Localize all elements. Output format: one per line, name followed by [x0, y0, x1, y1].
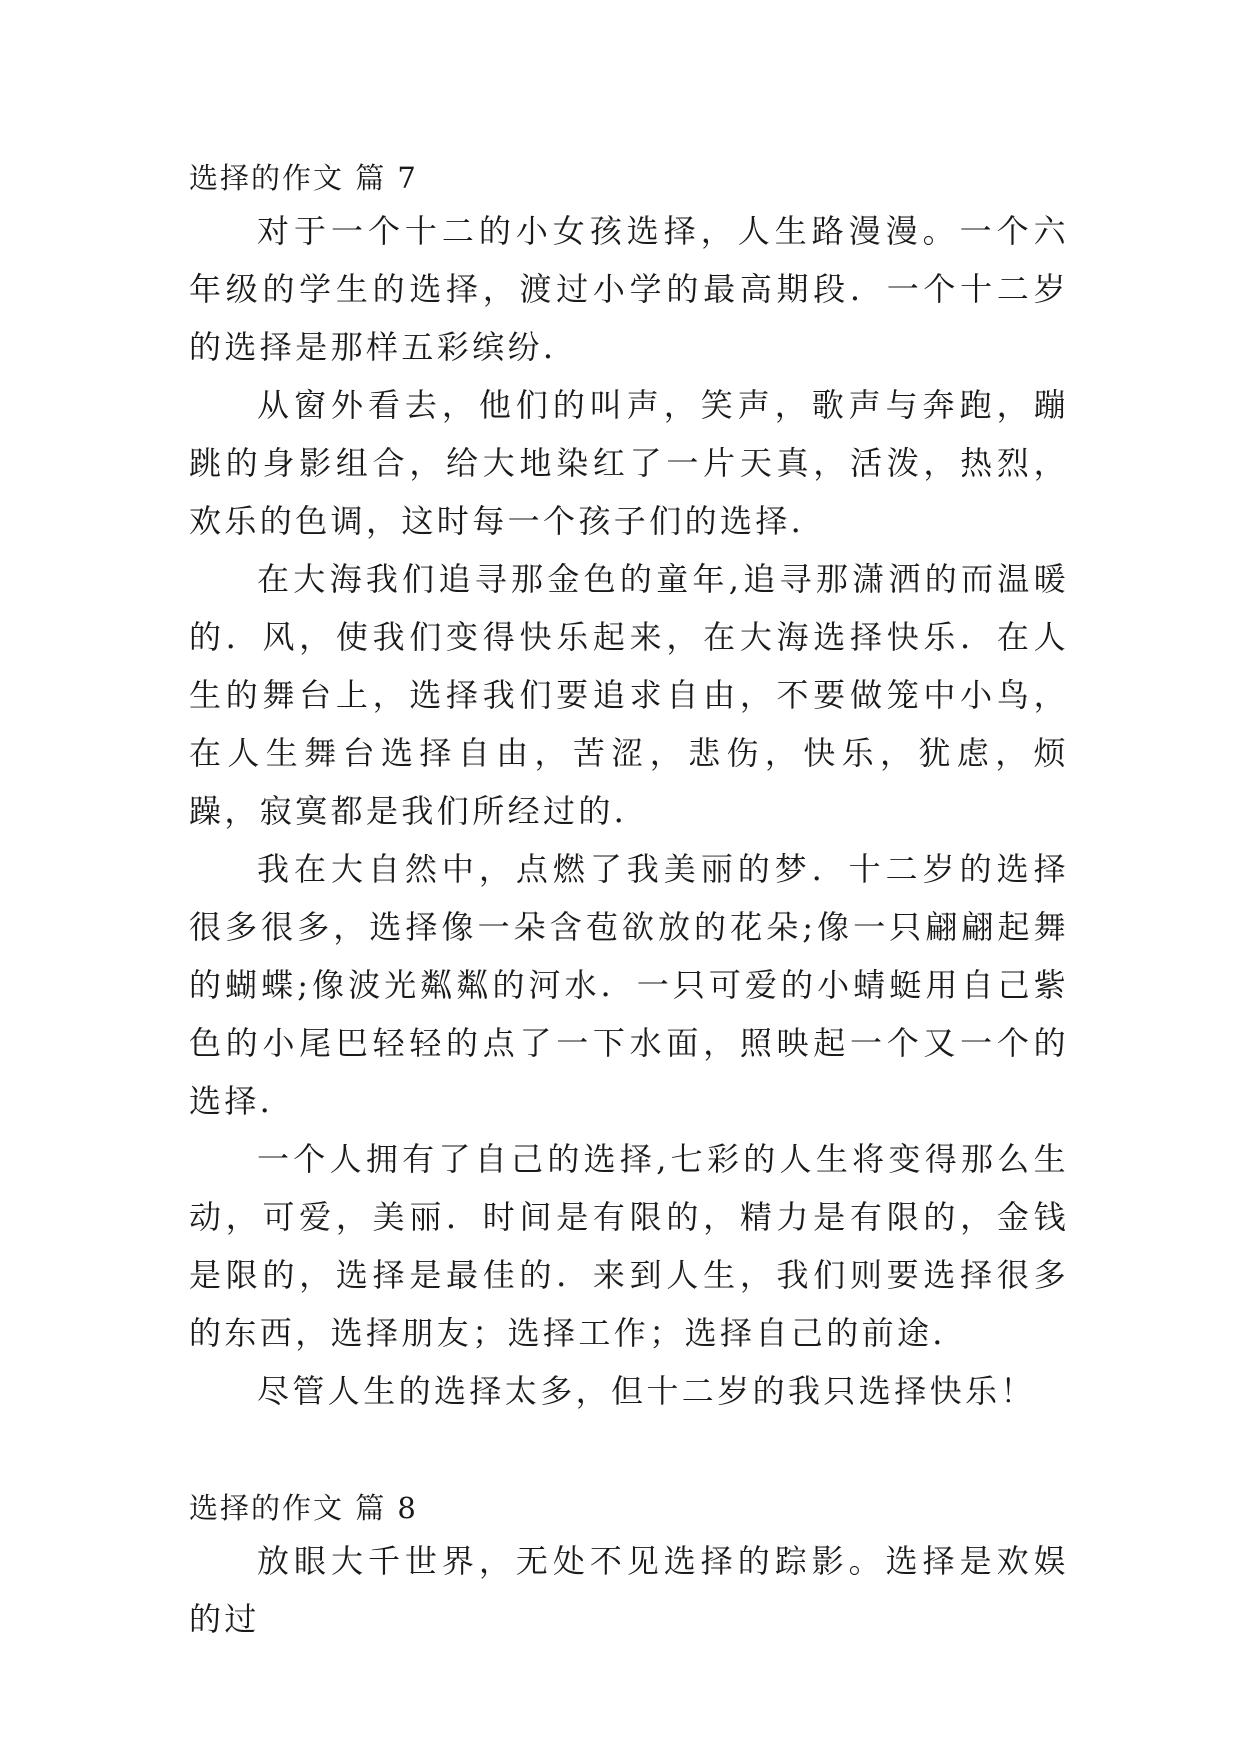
paragraph: 我在大自然中，点燃了我美丽的梦．十二岁的选择很多很多，选择像一朵含苞欲放的花朵;像一只翩翩起舞的蝴蝶;像波光粼粼的河水．一只可爱的小蜻蜓用自己紫色的小尾巴轻轻的点了一下水面，照映起一个又一个的选择． — [189, 850, 1069, 1120]
paragraph: 放眼大千世界，无处不见选择的踪影。选择是欢娱的过 — [189, 1542, 1069, 1638]
document-content — [189, 158, 1069, 1648]
paragraph: 一个人拥有了自己的选择,七彩的人生将变得那么生动，可爱，美丽．时间是有限的，精力是有限的，金钱是限的，选择是最佳的．来到人生，我们则要选择很多的东西，选择朋友；选择工作；选择自己的前途． — [189, 1140, 1069, 1352]
paragraph: 尽管人生的选择太多，但十二岁的我只选择快乐！ — [257, 1372, 1036, 1410]
essay-section-8 — [189, 1488, 1069, 1648]
section-heading: 选择的作文 篇 7 — [189, 161, 418, 195]
section-heading: 选择的作文 篇 8 — [189, 1491, 418, 1525]
paragraph: 在大海我们追寻那金色的童年,追寻那潇洒的而温暖的．风，使我们变得快乐起来，在大海选择快乐．在人生的舞台上，选择我们要追求自由，不要做笼中小鸟，在人生舞台选择自由，苦涩，悲伤，快乐，犹虑，烦躁，寂寞都是我们所经过的． — [189, 560, 1069, 830]
paragraph: 对于一个十二的小女孩选择，人生路漫漫。一个六年级的学生的选择，渡过小学的最高期段．一个十二岁的选择是那样五彩缤纷． — [189, 212, 1069, 366]
essay-section-7 — [189, 158, 1069, 1420]
paragraph: 从窗外看去，他们的叫声，笑声，歌声与奔跑，蹦跳的身影组合，给大地染红了一片天真，活泼，热烈，欢乐的色调，这时每一个孩子们的选择． — [189, 386, 1069, 540]
